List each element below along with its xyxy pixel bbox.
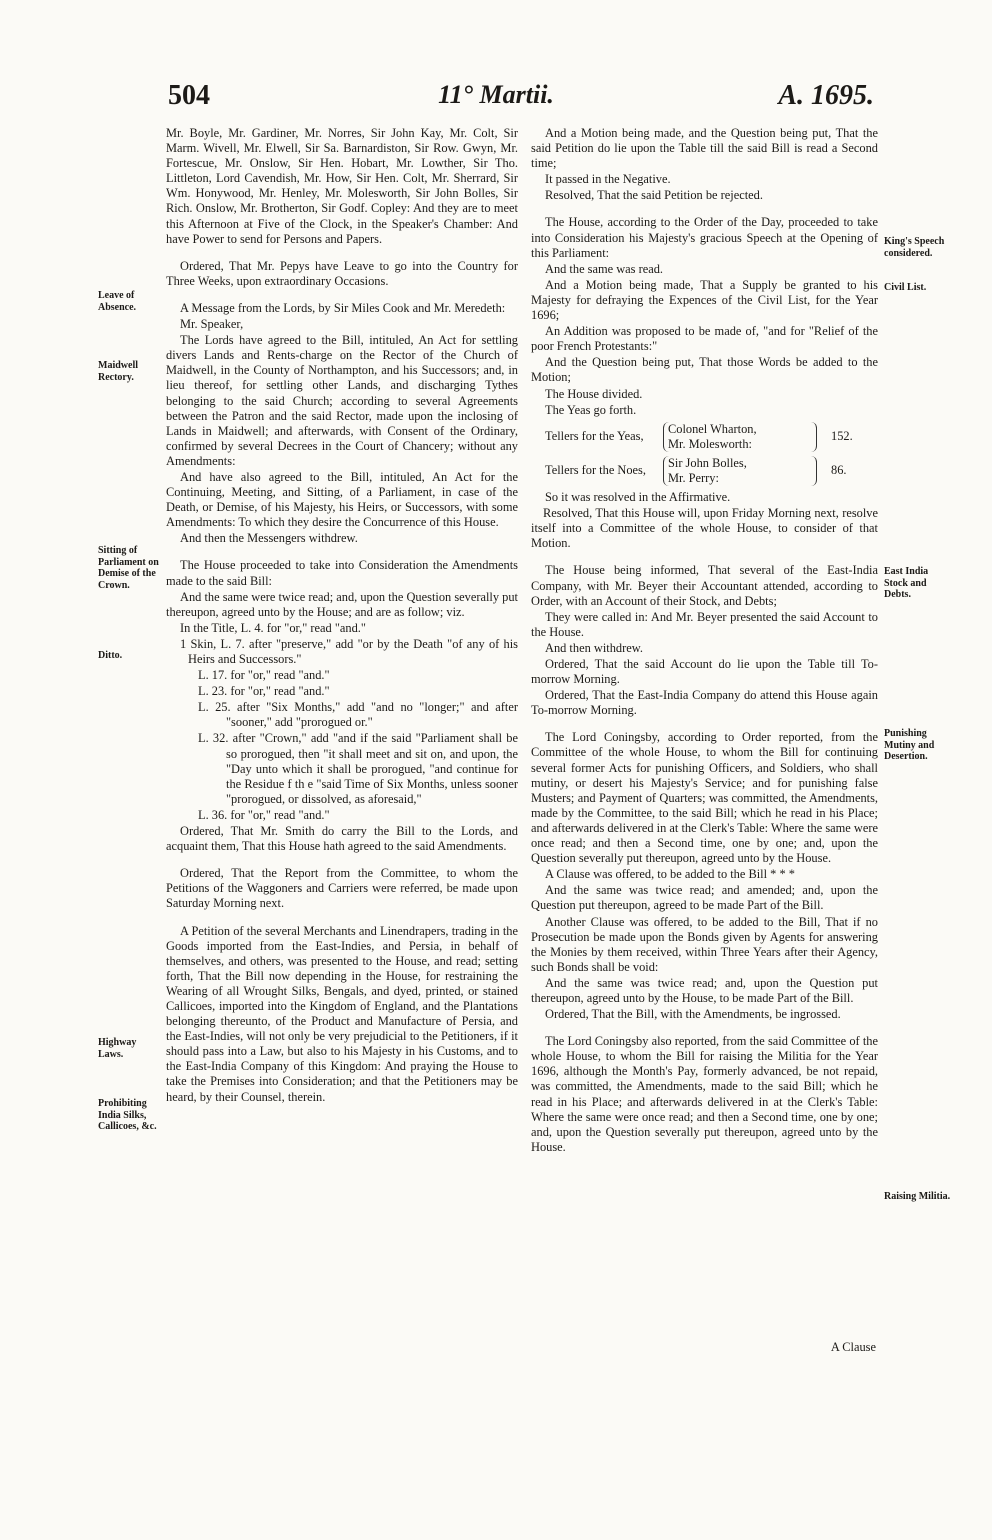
paragraph: Ordered, That the said Account do lie upon the Table till To-morrow Morning. bbox=[531, 657, 878, 687]
margin-note: Raising Militia. bbox=[884, 1191, 951, 1202]
paragraph: And the same was read. bbox=[545, 261, 664, 276]
margin-note: East India Stock and Debts. bbox=[884, 566, 929, 600]
tellers-label: Tellers for the Yeas, bbox=[545, 429, 644, 444]
left-column bbox=[166, 126, 518, 1106]
margin-note: Leave of Absence. bbox=[98, 290, 137, 313]
paragraph: Ordered, That Mr. Smith do carry the Bill to the Lords, and acquaint them, That this House hath agreed to the said Amendments. bbox=[166, 824, 518, 854]
paragraph: And the Question being put, That those Words be added to the Motion; bbox=[531, 355, 878, 385]
margin-note: Ditto. bbox=[98, 650, 123, 661]
teller-name: Mr. Perry: bbox=[668, 470, 719, 485]
paragraph: Ordered, That the East-India Company do attend this House again To-morrow Morning. bbox=[531, 688, 878, 718]
tellers-names bbox=[663, 422, 817, 452]
amendment: L. 23. for "or," read "and." bbox=[198, 684, 330, 699]
paragraph: Mr. Boyle, Mr. Gardiner, Mr. Norres, Sir John Kay, Mr. Colt, Sir Marm. Wivell, Mr. Elwell, Sir Sa. Barnardiston, Sir Row. Gwyn, Mr. Fortescue, Mr. Onslow, Sir Hen. Hobart, Mr. Lowther, Sir Tho. Littleton, Lord Cavendish, Mr. How, Sir Hen. Colt, Mr. Sherrard, Sir Wm. Honywood, Mr. Henley, Mr. Molesworth, Sir John Bolles, Sir Rich. Onslow, Mr. Brotherton, Sir Godf. Copley: And they are to meet this Afternoon at Five of the Clock, in the Speaker's Chamber: And have Power to send for Persons and Papers. bbox=[166, 126, 518, 246]
tellers-noes bbox=[545, 456, 878, 486]
margin-note: Highway Laws. bbox=[98, 1037, 137, 1060]
margin-note: King's Speech considered. bbox=[884, 236, 945, 259]
paragraph: And a Motion being made, and the Question being put, That the said Petition do lie upon the Table till the said Bill is read a Second time; bbox=[531, 126, 878, 171]
page-date-heading: 11° Martii. bbox=[438, 80, 554, 109]
paragraph: And the same was twice read; and, upon the Question put thereupon, agreed unto by the House, to be made Part of the Bill. bbox=[531, 975, 878, 1005]
paragraph: Ordered, That the Report from the Committee, to whom the Petitions of the Waggoners and Carriers were referred, be made upon Saturday Morning next. bbox=[166, 866, 518, 911]
paragraph: Resolved, That the said Petition be rejected. bbox=[545, 188, 763, 203]
page-year: A. 1695. bbox=[778, 80, 874, 111]
amendment: L. 17. for "or," read "and." bbox=[198, 668, 330, 683]
margin-note: Sitting of Parliament on Demise of the Crown. bbox=[98, 545, 159, 591]
paragraph: And have also agreed to the Bill, intituled, An Act for the Continuing, Meeting, and Sitting, of a Parliament, in case of the Death, or Demise, of his Majesty, his Heirs, or Successors, with some Amendments: To which they desire the Concurrence of this House. bbox=[166, 469, 518, 530]
amendment: 1 Skin, L. 7. after "preserve," add "or by the Death "of any of his Heirs and Successors." bbox=[180, 636, 518, 666]
paragraph: And then the Messengers withdrew. bbox=[180, 531, 358, 546]
paragraph: Ordered, That Mr. Pepys have Leave to go into the Country for Three Weeks, upon extraordinary Occasions. bbox=[166, 258, 518, 288]
amendment: L. 25. after "Six Months," add "and no "longer;" and after "sooner," add "prorogued or." bbox=[198, 700, 518, 730]
tellers-names bbox=[663, 456, 817, 486]
right-column bbox=[531, 126, 878, 1156]
paragraph: An Addition was proposed to be made of, "and for "Relief of the poor French Protestants:" bbox=[531, 324, 878, 354]
amendment: L. 36. for "or," read "and." bbox=[198, 807, 330, 822]
amendment: L. 32. after "Crown," add "and if the said "Parliament shall be so prorogued, then "it shall meet and sit on, and upon, the "Day unto which it shall be prorogued, "and continue for the Residue f th e "said Time of Six Months, unless sooner "prorogued, or dissolved, as aforesaid," bbox=[198, 731, 518, 806]
vote-count: 152. bbox=[831, 429, 853, 444]
paragraph: The Lord Coningsby also reported, from the said Committee of the whole House, to whom the Bill for raising the Militia for the Year 1696, although the Month's Pay, formerly advanced, be not repaid, was committed, the Amendments, made to the said Bill; which he read in his Place; and afterwards delivered in at the Clerk's Table: Where the same were once read; and then a Second time, one by one; and, upon the Question severally put thereupon, agreed unto by the House. bbox=[531, 1034, 878, 1154]
paragraph: The House being informed, That several of the East-India Company, with Mr. Beyer their Accountant attended, according to Order, with an Account of their Stock, and Debts; bbox=[531, 563, 878, 608]
margin-note: Civil List. bbox=[884, 282, 927, 293]
paragraph: A Clause was offered, to be added to the Bill * * * bbox=[545, 867, 795, 882]
paragraph: Another Clause was offered, to be added to the Bill, That if no Prosecution be made upon the Bonds given by Agents for answering the Monies by them received, within Three Years after their Agency, such Bonds shall be void: bbox=[531, 914, 878, 974]
paragraph: The House, according to the Order of the Day, proceeded to take into Consideration his Majesty's gracious Speech at the Opening of this Parliament: bbox=[531, 215, 878, 260]
paragraph: It passed in the Negative. bbox=[545, 172, 671, 187]
paragraph: A Petition of the several Merchants and Linendrapers, trading in the Goods imported from the East-Indies, and Persia, in behalf of themselves, and others, was presented to the House, and read; setting forth, That the Bill now depending in the House, for restraining the Wearing of all Wrought Silks, Bengals, and dyed, printed, or stained Callicoes, imported into the Kingdom of England, and the Plantations belonging thereunto, of the Product and Manufacture of Persia, and the East-Indies, will not only be very prejudicial to the Petitioners, if it should pass into a Law, but also to his Majesty in his Customs, and to the East-India Company of this Kingdom: And praying the House to take the Premises into Consideration; and that the Petitioners may be heard, by their Counsel, therein. bbox=[166, 923, 518, 1104]
margin-note: Prohibiting India Silks, Callicoes, &c. bbox=[98, 1098, 157, 1132]
amendment: In the Title, L. 4. for "or," read "and." bbox=[180, 620, 366, 635]
paragraph: The House divided. bbox=[545, 386, 643, 401]
paragraph: And the same was twice read; and amended; and, upon the Question put thereupon, agreed to be made Part of the Bill. bbox=[531, 883, 878, 913]
paragraph: Mr. Speaker, bbox=[180, 317, 244, 332]
teller-name: Colonel Wharton, bbox=[668, 421, 757, 436]
page-number: 504 bbox=[168, 80, 210, 111]
vote-count: 86. bbox=[831, 463, 847, 478]
margin-note: Punishing Mutiny and Desertion. bbox=[884, 728, 935, 762]
margin-note: Maidwell Rectory. bbox=[98, 360, 138, 383]
paragraph: And the same were twice read; and, upon the Question severally put thereupon, agreed unto by the House; and are as follow; viz. bbox=[166, 589, 518, 619]
tellers-label: Tellers for the Noes, bbox=[545, 463, 646, 478]
paragraph: The Lords have agreed to the Bill, intituled, An Act for settling divers Lands and Rents-charge on the Rector of the Church of Maidwell, in the County of Northampton, and his Successors; and, in lieu thereof, for settling other Lands, and discharging Tythes belonging to the said Church; according to several Agreements between the Patron and the said Rector, made upon the inclosing of Lands in Maidwell; and afterwards, with Consent of the Ordinary, confirmed by several Decrees in the Court of Chancery; without any Amendments: bbox=[166, 333, 518, 468]
paragraph: And a Motion being made, That a Supply be granted to his Majesty for defraying the Expences of the Civil List, for the Year 1696; bbox=[531, 277, 878, 323]
teller-name: Mr. Molesworth: bbox=[668, 436, 752, 451]
tellers-yeas bbox=[545, 422, 878, 452]
paragraph: A Message from the Lords, by Sir Miles Cook and Mr. Meredeth: bbox=[180, 300, 506, 315]
paragraph: The Lord Coningsby, according to Order reported, from the Committee of the whole House, to whom the Bill for continuing several former Acts for punishing Officers, and Soldiers, who shall mutiny, or desert his Majesty's Service; and for punishing false Musters; and Payment of Quarters; was committed, the Amendments, made by the Committee, to the said Bill; which he read in his Place; and afterwards delivered in at the Clerk's Table: Where the same were once read; and then a Second time, one by one; and, upon the Question severally put thereupon, agreed unto by the House. bbox=[531, 730, 878, 866]
paragraph: They were called in: And Mr. Beyer presented the said Account to the House. bbox=[531, 609, 878, 639]
teller-name: Sir John Bolles, bbox=[668, 455, 747, 470]
paragraph: Ordered, That the Bill, with the Amendments, be ingrossed. bbox=[545, 1007, 841, 1022]
paragraph: And then withdrew. bbox=[545, 640, 643, 655]
catchword: A Clause bbox=[830, 1340, 876, 1354]
paragraph: Resolved, That this House will, upon Friday Morning next, resolve itself into a Committee of the whole House, to consider of that Motion. bbox=[531, 506, 878, 551]
paragraph: The House proceeded to take into Consideration the Amendments made to the said Bill: bbox=[166, 558, 518, 588]
paragraph: So it was resolved in the Affirmative. bbox=[545, 490, 731, 505]
paragraph: The Yeas go forth. bbox=[545, 402, 637, 417]
